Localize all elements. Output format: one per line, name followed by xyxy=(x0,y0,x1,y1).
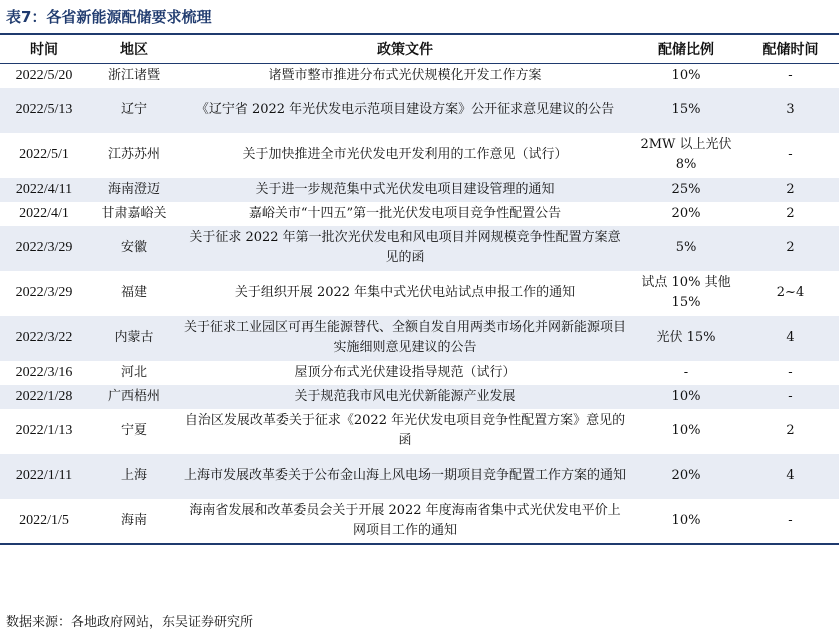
cell-region: 海南 xyxy=(88,499,180,544)
cell-duration: 4 xyxy=(742,316,839,361)
table-header-row xyxy=(0,34,839,64)
cell-region: 河北 xyxy=(88,361,180,385)
cell-doc: 嘉峪关市“十四五”第一批光伏发电项目竞争性配置公告 xyxy=(180,202,630,226)
cell-ratio: - xyxy=(630,361,742,385)
cell-region: 广西梧州 xyxy=(88,385,180,409)
column-header-doc: 政策文件 xyxy=(180,34,630,64)
column-header-ratio: 配储比例 xyxy=(630,34,742,64)
table-row xyxy=(0,226,839,271)
cell-doc: 关于加快推进全市光伏发电开发利用的工作意见（试行） xyxy=(180,133,630,178)
cell-ratio: 15% xyxy=(630,88,742,133)
table-row xyxy=(0,133,839,178)
cell-region: 安徽 xyxy=(88,226,180,271)
cell-ratio: 10% xyxy=(630,385,742,409)
cell-doc: 上海市发展改革委关于公布金山海上风电场一期项目竞争配置工作方案的通知 xyxy=(180,454,630,499)
cell-ratio: 5% xyxy=(630,226,742,271)
cell-date: 2022/3/22 xyxy=(0,316,88,361)
cell-ratio: 10% xyxy=(630,499,742,544)
cell-date: 2022/1/13 xyxy=(0,409,88,454)
column-header-date: 时间 xyxy=(0,34,88,64)
cell-ratio: 10% xyxy=(630,64,742,88)
cell-date: 2022/4/1 xyxy=(0,202,88,226)
table-row xyxy=(0,88,839,133)
cell-duration: 2 xyxy=(742,409,839,454)
cell-ratio: 光伏 15% xyxy=(630,316,742,361)
cell-date: 2022/3/16 xyxy=(0,361,88,385)
cell-date: 2022/5/13 xyxy=(0,88,88,133)
data-source-note: 数据来源：各地政府网站，东吴证券研究所 xyxy=(6,615,254,630)
cell-doc: 屋顶分布式光伏建设指导规范（试行） xyxy=(180,361,630,385)
table-row xyxy=(0,454,839,499)
column-header-duration: 配储时间 xyxy=(742,34,839,64)
cell-region: 海南澄迈 xyxy=(88,178,180,202)
cell-date: 2022/4/11 xyxy=(0,178,88,202)
cell-region: 福建 xyxy=(88,271,180,316)
cell-duration: 2~4 xyxy=(742,271,839,316)
cell-region: 江苏苏州 xyxy=(88,133,180,178)
cell-duration: 3 xyxy=(742,88,839,133)
table-row xyxy=(0,178,839,202)
table-row xyxy=(0,499,839,544)
cell-date: 2022/1/28 xyxy=(0,385,88,409)
cell-doc: 关于征求 2022 年第一批次光伏发电和风电项目并网规模竞争性配置方案意见的函 xyxy=(180,226,630,271)
cell-doc: 《辽宁省 2022 年光伏发电示范项目建设方案》公开征求意见建议的公告 xyxy=(180,88,630,133)
table-row xyxy=(0,385,839,409)
cell-ratio: 20% xyxy=(630,454,742,499)
cell-doc: 关于规范我市风电光伏新能源产业发展 xyxy=(180,385,630,409)
column-header-region: 地区 xyxy=(88,34,180,64)
cell-region: 内蒙古 xyxy=(88,316,180,361)
cell-region: 甘肃嘉峪关 xyxy=(88,202,180,226)
cell-doc: 关于征求工业园区可再生能源替代、全额自发自用两类市场化并网新能源项目实施细则意见建议的公告 xyxy=(180,316,630,361)
cell-region: 浙江诸暨 xyxy=(88,64,180,88)
cell-duration: - xyxy=(742,499,839,544)
cell-date: 2022/3/29 xyxy=(0,226,88,271)
cell-doc: 诸暨市整市推进分布式光伏规模化开发工作方案 xyxy=(180,64,630,88)
table-body xyxy=(0,64,839,544)
table-row xyxy=(0,316,839,361)
cell-region: 上海 xyxy=(88,454,180,499)
cell-region: 宁夏 xyxy=(88,409,180,454)
table-row xyxy=(0,409,839,454)
cell-ratio: 10% xyxy=(630,409,742,454)
table-row xyxy=(0,271,839,316)
cell-doc: 关于进一步规范集中式光伏发电项目建设管理的通知 xyxy=(180,178,630,202)
cell-ratio: 25% xyxy=(630,178,742,202)
cell-ratio: 20% xyxy=(630,202,742,226)
cell-doc: 自治区发展改革委关于征求《2022 年光伏发电项目竞争性配置方案》意见的函 xyxy=(180,409,630,454)
cell-date: 2022/5/1 xyxy=(0,133,88,178)
cell-date: 2022/5/20 xyxy=(0,64,88,88)
cell-doc: 关于组织开展 2022 年集中式光伏电站试点申报工作的通知 xyxy=(180,271,630,316)
cell-date: 2022/1/11 xyxy=(0,454,88,499)
cell-duration: - xyxy=(742,133,839,178)
cell-duration: 2 xyxy=(742,202,839,226)
cell-date: 2022/3/29 xyxy=(0,271,88,316)
cell-region: 辽宁 xyxy=(88,88,180,133)
cell-duration: 2 xyxy=(742,226,839,271)
cell-duration: 2 xyxy=(742,178,839,202)
cell-duration: - xyxy=(742,361,839,385)
cell-ratio: 试点 10% 其他 15% xyxy=(630,271,742,316)
table-title: 表7：各省新能源配储要求梳理 xyxy=(6,8,212,26)
cell-duration: - xyxy=(742,385,839,409)
cell-date: 2022/1/5 xyxy=(0,499,88,544)
cell-ratio: 2MW 以上光伏 8% xyxy=(630,133,742,178)
table-row xyxy=(0,202,839,226)
cell-duration: - xyxy=(742,64,839,88)
policy-table xyxy=(0,33,839,545)
table-row xyxy=(0,361,839,385)
table-row xyxy=(0,64,839,88)
cell-duration: 4 xyxy=(742,454,839,499)
cell-doc: 海南省发展和改革委员会关于开展 2022 年度海南省集中式光伏发电平价上网项目工作的通知 xyxy=(180,499,630,544)
